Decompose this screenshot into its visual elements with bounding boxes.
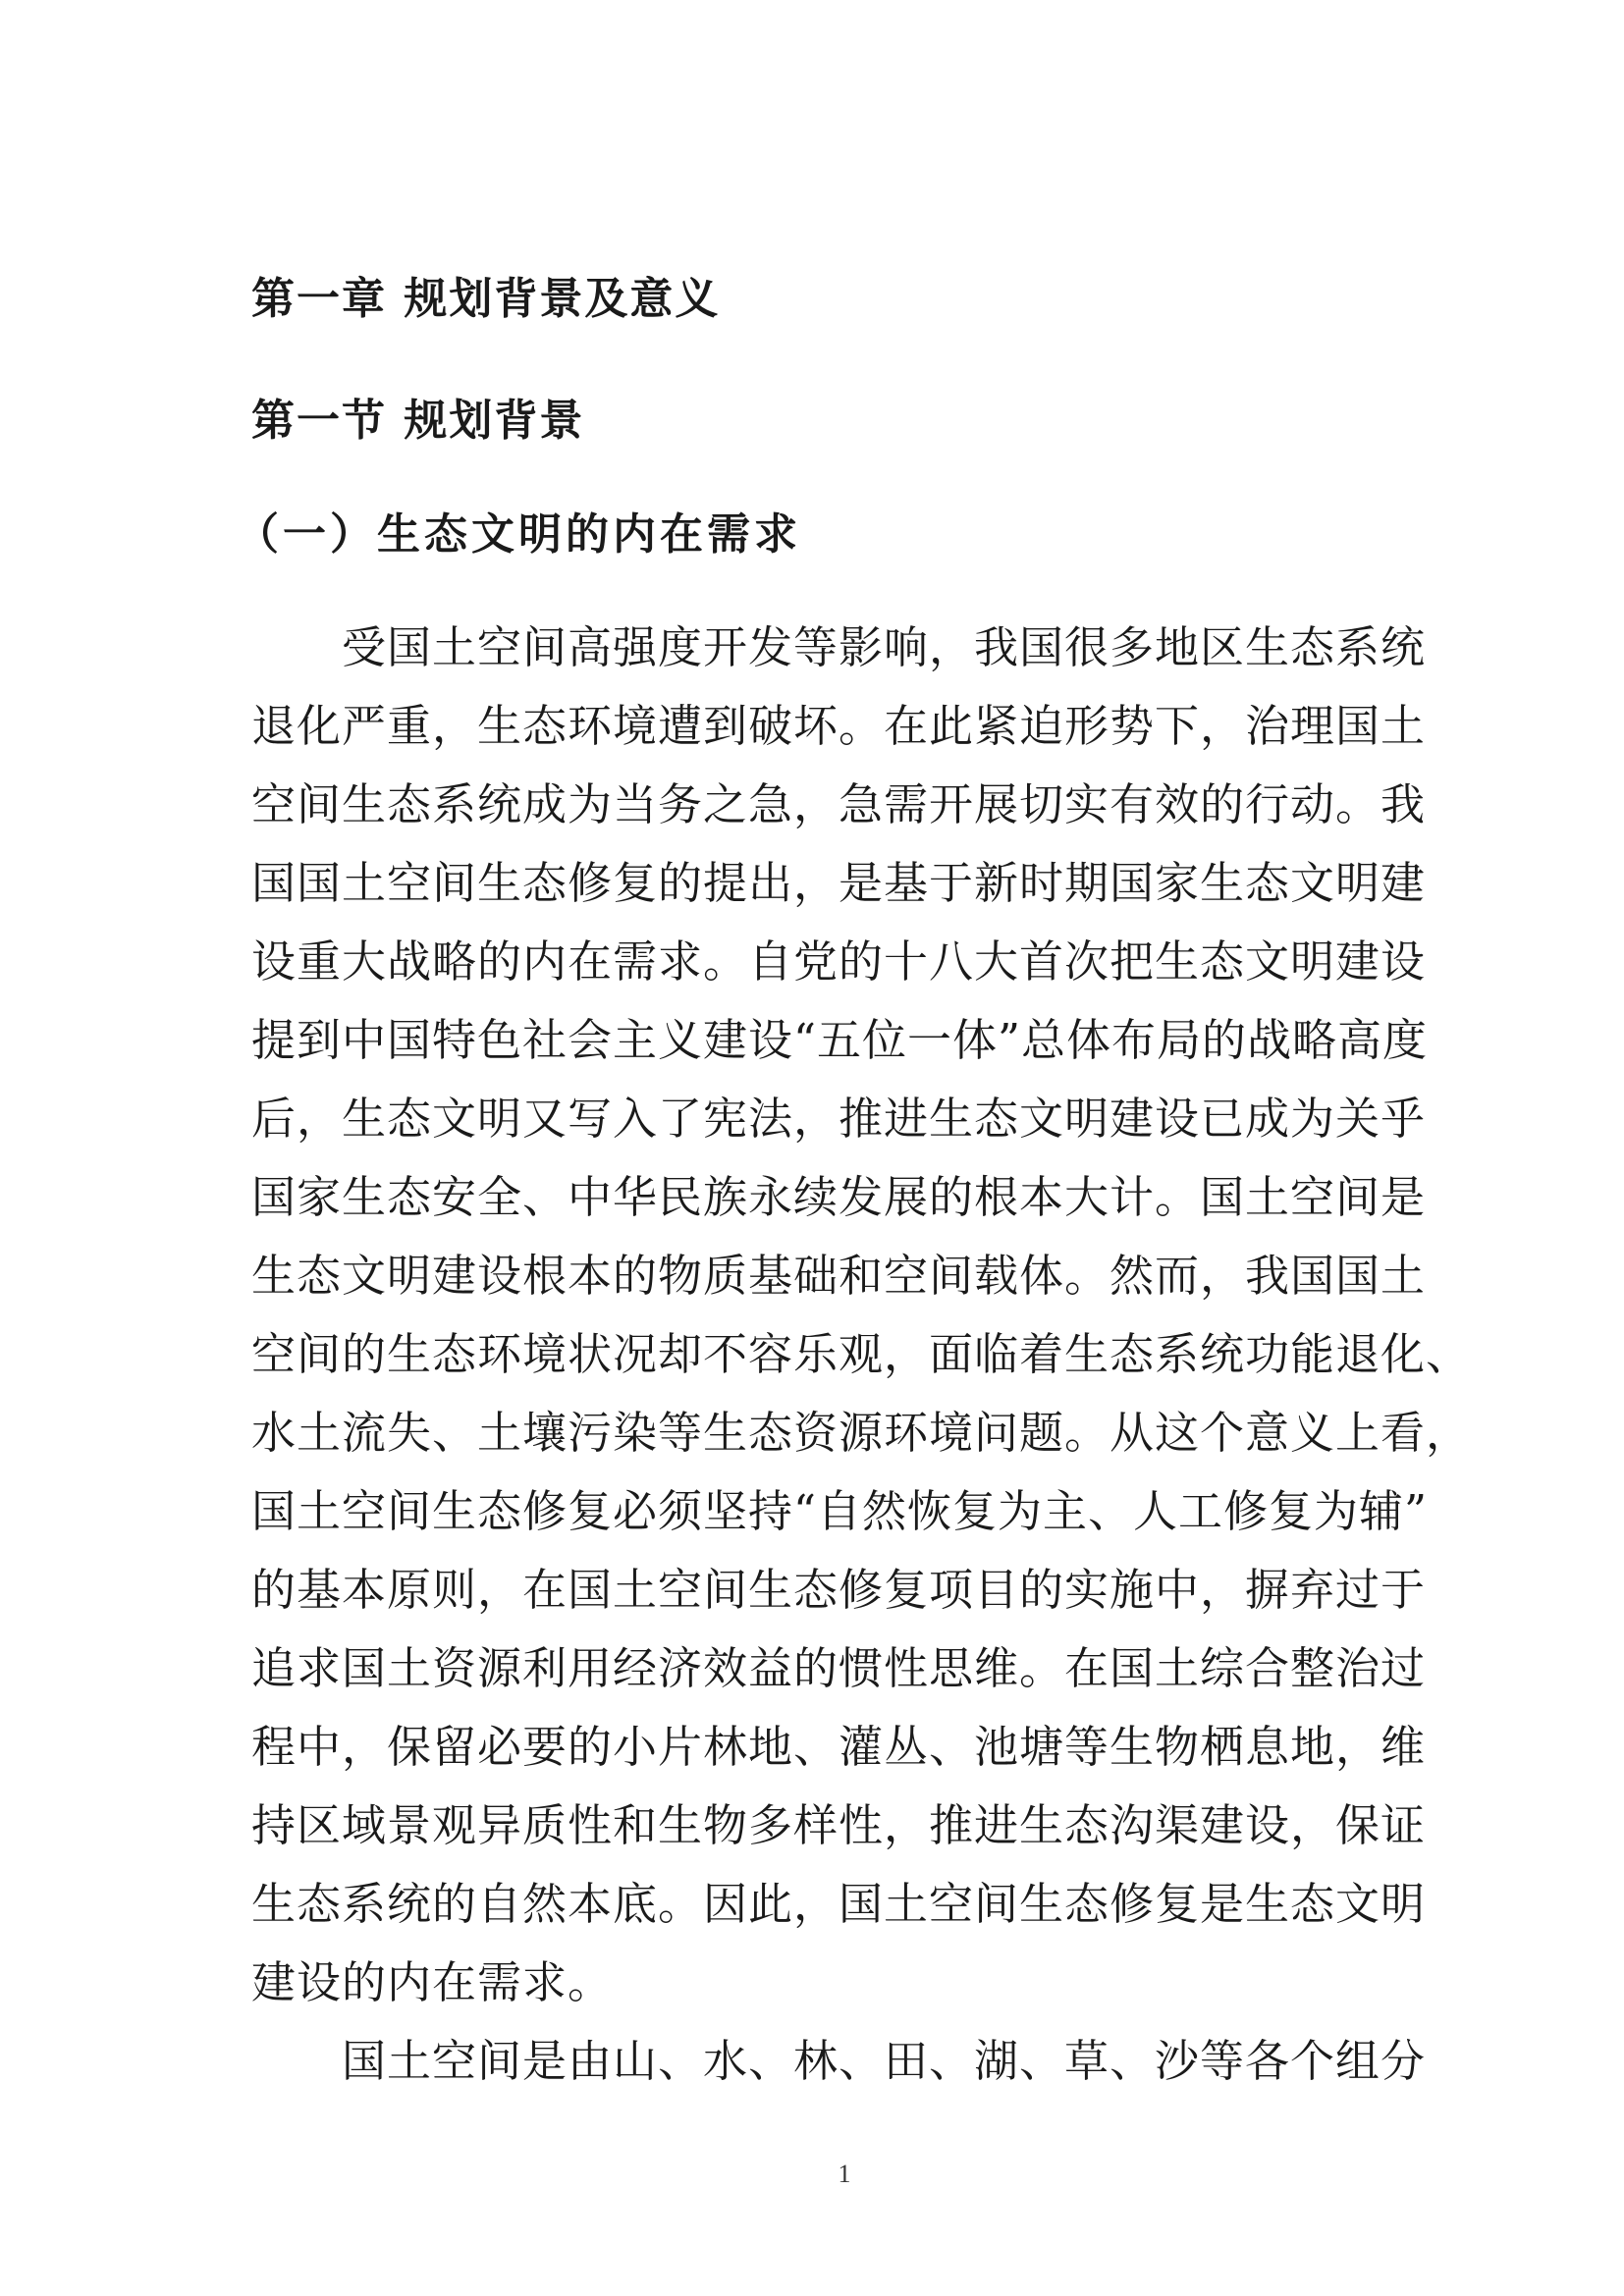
paragraph-line: 国国土空间生态修复的提出，是基于新时期国家生态文明建	[251, 857, 1427, 909]
paragraph-line: 提到中国特色社会主义建设“五位一体”总体布局的战略高度	[251, 1014, 1429, 1066]
paragraph-line: 受国土空间高强度开发等影响，我国很多地区生态系统	[342, 621, 1427, 673]
paragraph-line: 水土流失、土壤污染等生态资源环境问题。从这个意义上看，	[251, 1407, 1472, 1459]
chapter-heading: 第一章 规划背景及意义	[251, 274, 721, 324]
paragraph-line: 程中，保留必要的小片林地、灌丛、池塘等生物栖息地，维	[251, 1721, 1427, 1773]
paragraph-line: 国土空间生态修复必须坚持“自然恢复为主、人工修复为辅”	[251, 1485, 1429, 1537]
paragraph-line: 追求国土资源利用经济效益的惯性思维。在国土综合整治过	[251, 1642, 1427, 1694]
section-heading: 第一节 规划背景	[251, 396, 585, 446]
paragraph-line: 生态文明建设根本的物质基础和空间载体。然而，我国国土	[251, 1250, 1427, 1302]
paragraph-line: 空间生态系统成为当务之急，急需开展切实有效的行动。我	[251, 778, 1427, 830]
paragraph-line: 国家生态安全、中华民族永续发展的根本大计。国土空间是	[251, 1171, 1427, 1223]
page-number: 1	[838, 2160, 851, 2188]
paragraph-line: 后，生态文明又写入了宪法，推进生态文明建设已成为关乎	[251, 1093, 1427, 1145]
subsection-heading: （一）生态文明的内在需求	[236, 509, 801, 560]
paragraph-line: 空间的生态环境状况却不容乐观，面临着生态系统功能退化、	[251, 1328, 1472, 1380]
paragraph-line: 持区域景观异质性和生物多样性，推进生态沟渠建设，保证	[251, 1799, 1427, 1851]
paragraph-line: 设重大战略的内在需求。自党的十八大首次把生态文明建设	[251, 935, 1427, 988]
paragraph-line: 生态系统的自然本底。因此，国土空间生态修复是生态文明	[251, 1878, 1427, 1930]
body-text	[251, 609, 1472, 2101]
paragraph-line: 的基本原则，在国土空间生态修复项目的实施中，摒弃过于	[251, 1564, 1427, 1616]
paragraph-line: 建设的内在需求。	[251, 1956, 614, 2008]
paragraph-line: 退化严重，生态环境遭到破坏。在此紧迫形势下，治理国土	[251, 700, 1427, 752]
paragraph-line: 国土空间是由山、水、林、田、湖、草、沙等各个组分	[342, 2035, 1427, 2087]
